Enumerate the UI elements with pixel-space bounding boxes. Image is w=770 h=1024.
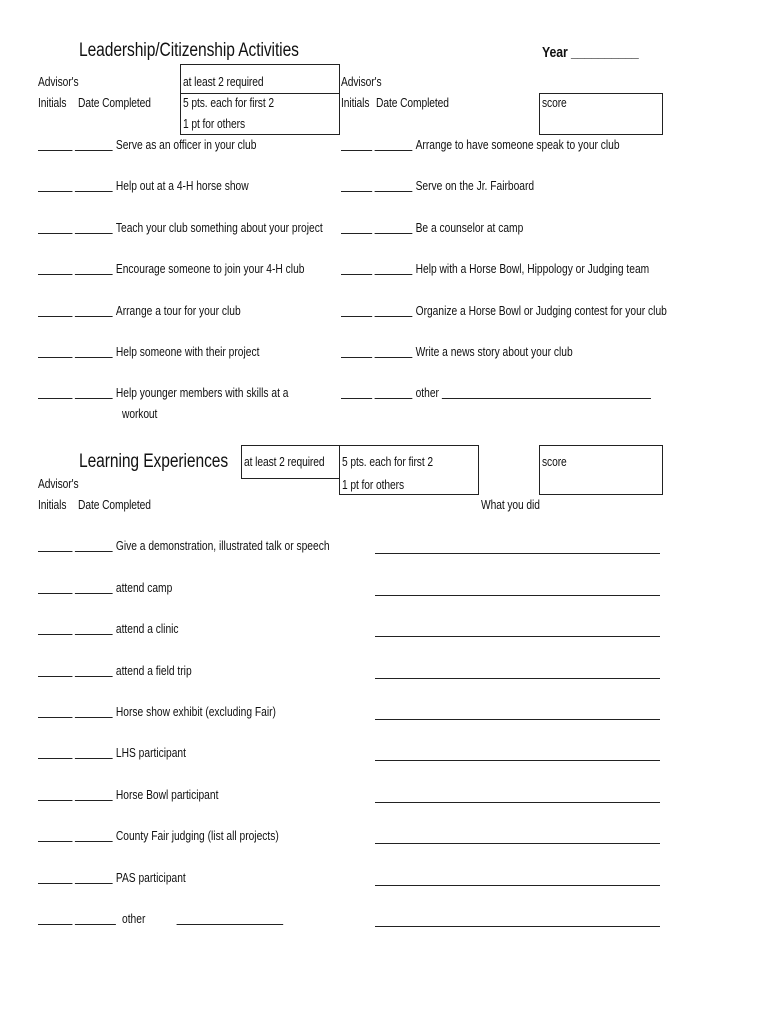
learning-score-label: score bbox=[542, 455, 567, 469]
leadership-item-5: Arrange a tour for your club bbox=[38, 304, 241, 319]
learning-requirement-required: at least 2 required bbox=[244, 455, 325, 469]
leadership-right-item-5: Organize a Horse Bowl or Judging contest for your club bbox=[341, 304, 667, 319]
what-you-did-line-7[interactable] bbox=[375, 802, 660, 803]
learning-requirement-points: 5 pts. each for first 2 bbox=[342, 455, 433, 469]
initials-label-right: Initials bbox=[341, 96, 370, 110]
year-field[interactable]: Year __________ bbox=[542, 44, 639, 61]
leadership-score-label: score bbox=[542, 96, 567, 110]
what-you-did-line-10[interactable] bbox=[375, 926, 660, 927]
date-completed-label: Date Completed bbox=[78, 96, 151, 110]
leadership-item-7: Help younger members with skills at a bbox=[38, 386, 288, 401]
what-you-did-line-4[interactable] bbox=[375, 678, 660, 679]
learning-item-8: County Fair judging (list all projects) bbox=[38, 829, 279, 844]
leadership-right-item-6: Write a news story about your club bbox=[341, 345, 573, 360]
learning-item-6: LHS participant bbox=[38, 746, 186, 761]
leadership-item-4: Encourage someone to join your 4-H club bbox=[38, 262, 304, 277]
what-you-did-line-5[interactable] bbox=[375, 719, 660, 720]
leadership-item-2: Help out at a 4-H horse show bbox=[38, 179, 249, 194]
what-you-did-label: What you did bbox=[481, 498, 540, 512]
leadership-right-item-2: Serve on the Jr. Fairboard bbox=[341, 179, 534, 194]
leadership-right-item-1: Arrange to have someone speak to your club bbox=[341, 138, 620, 153]
learning-item-2: attend camp bbox=[38, 581, 172, 596]
learning-score-box[interactable] bbox=[539, 445, 663, 495]
what-you-did-line-3[interactable] bbox=[375, 636, 660, 637]
leadership-item-3: Teach your club something about your project bbox=[38, 221, 323, 236]
date-completed-label-right: Date Completed bbox=[376, 96, 449, 110]
what-you-did-line-8[interactable] bbox=[375, 843, 660, 844]
what-you-did-line-1[interactable] bbox=[375, 553, 660, 554]
learning-item-4: attend a field trip bbox=[38, 664, 192, 679]
initials-label: Initials bbox=[38, 96, 67, 110]
leadership-item-6: Help someone with their project bbox=[38, 345, 259, 360]
leadership-right-item-4: Help with a Horse Bowl, Hippology or Judging team bbox=[341, 262, 649, 277]
learning-item-9: PAS participant bbox=[38, 871, 186, 886]
learning-item-1: Give a demonstration, illustrated talk or speech bbox=[38, 539, 330, 554]
what-you-did-line-6[interactable] bbox=[375, 760, 660, 761]
leadership-item-1: Serve as an officer in your club bbox=[38, 138, 256, 153]
requirement-points: 5 pts. each for first 2 bbox=[183, 96, 274, 110]
learning-initials-label: Initials bbox=[38, 498, 67, 512]
leadership-title: Leadership/Citizenship Activities bbox=[79, 40, 299, 61]
learning-item-3: attend a clinic bbox=[38, 622, 179, 637]
requirement-others: 1 pt for others bbox=[183, 117, 246, 131]
what-you-did-line-9[interactable] bbox=[375, 885, 660, 886]
what-you-did-line-2[interactable] bbox=[375, 595, 660, 596]
learning-item-5: Horse show exhibit (excluding Fair) bbox=[38, 705, 276, 720]
advisor-label-right: Advisor's bbox=[341, 75, 382, 89]
learning-requirement-others: 1 pt for others bbox=[342, 478, 405, 492]
leadership-item-7-cont: workout bbox=[122, 407, 158, 421]
requirement-required: at least 2 required bbox=[183, 75, 264, 89]
advisor-label: Advisor's bbox=[38, 75, 79, 89]
learning-item-10: other bbox=[38, 912, 283, 927]
learning-title: Learning Experiences bbox=[79, 451, 229, 472]
learning-item-7: Horse Bowl participant bbox=[38, 788, 218, 803]
leadership-right-item-3: Be a counselor at camp bbox=[341, 221, 523, 236]
leadership-right-item-7: other bbox=[341, 386, 651, 401]
learning-date-label: Date Completed bbox=[78, 498, 151, 512]
learning-advisor-label: Advisor's bbox=[38, 477, 79, 491]
